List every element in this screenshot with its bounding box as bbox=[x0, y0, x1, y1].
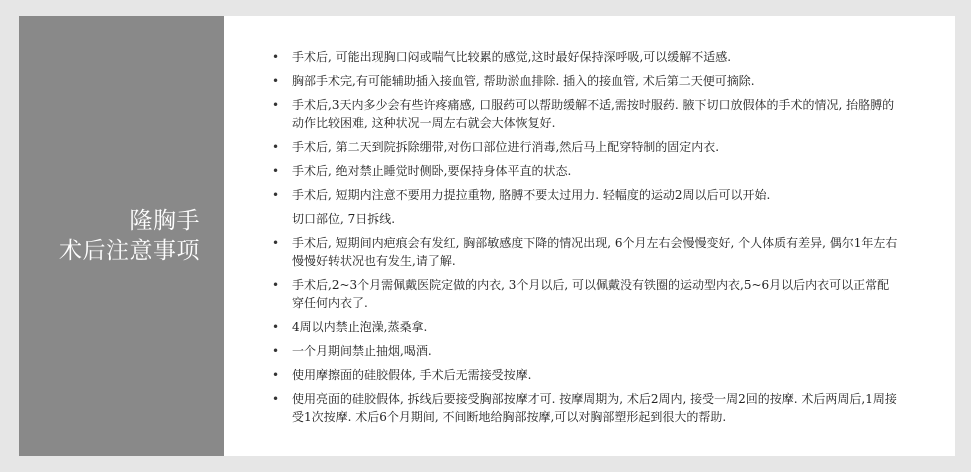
note-text: 一个月期间禁止抽烟,喝酒. bbox=[292, 344, 432, 358]
note-item bbox=[270, 96, 900, 132]
bullet-icon: • bbox=[272, 278, 280, 292]
note-text: 手术后, 第二天到院拆除绷带,对伤口部位进行消毒,然后马上配穿特制的固定内衣. bbox=[292, 140, 720, 154]
note-text: 手术后, 绝对禁止睡觉时侧卧,要保持身体平直的状态. bbox=[292, 164, 572, 178]
note-item bbox=[270, 186, 900, 204]
bullet-icon: • bbox=[272, 320, 280, 334]
page-title-line-2: 术后注意事项 bbox=[59, 238, 200, 264]
note-item bbox=[270, 72, 900, 90]
note-item bbox=[270, 366, 900, 384]
note-item bbox=[270, 318, 900, 336]
bullet-icon: • bbox=[272, 188, 280, 202]
notes-list bbox=[270, 48, 900, 432]
note-text: 手术后,2~3个月需佩戴医院定做的内衣, 3个月以后, 可以佩戴没有铁圈的运动型内衣,5~6月以后内衣可以正常配穿任何内衣了. bbox=[292, 278, 890, 310]
bullet-icon: • bbox=[272, 50, 280, 64]
note-item bbox=[270, 210, 900, 228]
note-item bbox=[270, 390, 900, 426]
bullet-icon: • bbox=[272, 74, 280, 88]
note-text: 使用摩擦面的硅胶假体, 手术后无需接受按摩. bbox=[292, 368, 532, 382]
note-item bbox=[270, 48, 900, 66]
note-item bbox=[270, 342, 900, 360]
bullet-icon: • bbox=[272, 236, 280, 250]
note-text: 手术后, 可能出现胸口闷或喘气比较累的感觉,这时最好保持深呼吸,可以缓解不适感. bbox=[292, 50, 732, 64]
note-item bbox=[270, 234, 900, 270]
note-text: 手术后,3天内多少会有些许疼痛感, 口服药可以帮助缓解不适,需按时服药. 腋下切口放假体的手术的情况, 抬胳膊的动作比较困难, 这种状况一周左右就会大体恢复好. bbox=[292, 98, 895, 130]
note-text: 4周以内禁止泡澡,蒸桑拿. bbox=[292, 320, 428, 334]
bullet-icon: • bbox=[272, 368, 280, 382]
note-text: 手术后, 短期间内疤痕会有发红, 胸部敏感度下降的情况出现, 6个月左右会慢慢变好, 个人体质有差异, 偶尔1年左右慢慢好转状况也有发生,请了解. bbox=[292, 236, 898, 268]
bullet-icon: • bbox=[272, 140, 280, 154]
sidebar-panel bbox=[19, 16, 224, 456]
page-title bbox=[59, 206, 200, 266]
note-item bbox=[270, 276, 900, 312]
note-text: 手术后, 短期内注意不要用力提拉重物, 胳膊不要太过用力. 轻幅度的运动2周以后可以开始. bbox=[292, 188, 771, 202]
bullet-icon: • bbox=[272, 392, 280, 406]
content-panel bbox=[224, 16, 955, 456]
bullet-icon: • bbox=[272, 98, 280, 112]
note-text: 使用亮面的硅胶假体, 拆线后要接受胸部按摩才可. 按摩周期为, 术后2周内, 接受一周2回的按摩. 术后两周后,1周接受1次按摩. 术后6个月期间, 不间断地给胸部按摩,可以对胸部塑形起到很大的帮助. bbox=[292, 392, 897, 424]
note-text: 切口部位, 7日拆线. bbox=[292, 212, 396, 226]
note-item bbox=[270, 162, 900, 180]
page-title-line-1: 隆胸手 bbox=[129, 208, 200, 234]
note-text: 胸部手术完,有可能辅助插入接血管, 帮助淤血排除. 插入的接血管, 术后第二天便可摘除. bbox=[292, 74, 755, 88]
bullet-icon: • bbox=[272, 164, 280, 178]
bullet-icon: • bbox=[272, 344, 280, 358]
note-item bbox=[270, 138, 900, 156]
